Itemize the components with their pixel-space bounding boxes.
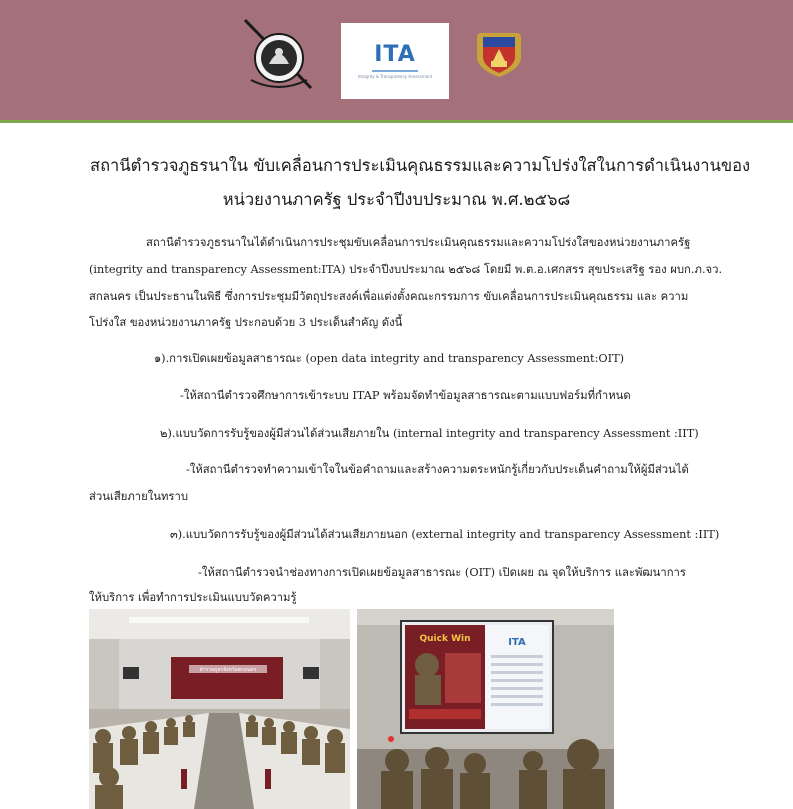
item-3-detail-line-1: -ให้สถานีตำรวจนำช่องทางการเปิดเผยข้อมูลสาธารณะ (OIT) เปิดเผย ณ จุดให้บริการ และพัฒนาการ (198, 566, 686, 579)
page-header (0, 0, 793, 123)
page-title-line-1: สถานีตำรวจภูธรนาใน ขับเคลื่อนการประเมินคุณธรรมและความโปร่งใสในการดำเนินงานของ (90, 156, 751, 175)
presentation-screen-logo: ITA (508, 637, 526, 648)
ita-logo (341, 23, 449, 99)
police-emblem-icon (241, 18, 315, 90)
item-1-detail: -ให้สถานีตำรวจศึกษาการเข้าระบบ ITAP พร้อมจัดทำข้อมูลสาธารณะตามแบบฟอร์มที่กำหนด (180, 389, 631, 402)
page-title-line-2: หน่วยงานภาครัฐ ประจำปีงบประมาณ พ.ศ.๒๕๖๘ (222, 190, 571, 209)
item-3-heading: ๓).แบบวัดการรับรู้ของผู้มีส่วนได้ส่วนเสียภายนอก (external integrity and transparency Assessment :IIT) (170, 528, 720, 541)
intro-line-3: สกลนคร เป็นประธานในพิธี ซึ่งการประชุมมีวัตถุประสงค์เพื่อแต่งตั้งคณะกรรมการ ขับเคลื่อนการประเมินคุณธรรม และ ความ (89, 290, 689, 303)
presentation-photo (357, 609, 614, 809)
item-2-detail-line-2: ส่วนเสียภายในทราบ (89, 490, 189, 503)
intro-line-1: สถานีตำรวจภูธรนาในได้ดำเนินการประชุมขับเคลื่อนการประเมินคุณธรรมและความโปร่งใสของหน่วยงานภาครัฐ (146, 236, 691, 249)
item-2-detail-line-1: -ให้สถานีตำรวจทำความเข้าใจในข้อคำถามและสร้างความตระหนักรู้เกี่ยวกับประเด็นคำถามให้ผู้มีส่วนได้ (186, 463, 689, 476)
intro-line-4: โปร่งใส ของหน่วยงานภาครัฐ ประกอบด้วย 3 ประเด็นสำคัญ ดังนี้ (89, 316, 403, 329)
ita-logo-underline (372, 70, 418, 72)
item-2-heading: ๒).แบบวัดการรับรู้ของผู้มีส่วนได้ส่วนเสียภายใน (internal integrity and transparency Assessment :IIT) (160, 427, 699, 440)
item-1-heading: ๑).การเปิดเผยข้อมูลสาธารณะ (open data integrity and transparency Assessment:OIT) (154, 352, 625, 365)
presentation-photo-image (357, 609, 614, 809)
meeting-room-photo (89, 609, 350, 809)
intro-line-2: (integrity and transparency Assessment:ITA) ประจำปีงบประมาณ ๒๕๖๘ โดยมี พ.ต.อ.เศกสรร สุขประเสริฐ รอง ผบก.ภ.จว. (89, 263, 723, 276)
meeting-room-photo-image (89, 609, 350, 809)
presentation-screen-title: Quick Win (419, 634, 471, 644)
station-badge-icon (473, 29, 525, 79)
ita-logo-subtext: Integrity & Transparency Assessment (357, 73, 433, 79)
item-3-detail-line-2: ให้บริการ เพื่อทำการประเมินแบบวัดความรู้ (89, 591, 297, 604)
meeting-room-banner-text: ตำรวจภูธรจังหวัดสกลนคร (199, 667, 257, 673)
ita-logo-text: ITA (374, 41, 416, 67)
